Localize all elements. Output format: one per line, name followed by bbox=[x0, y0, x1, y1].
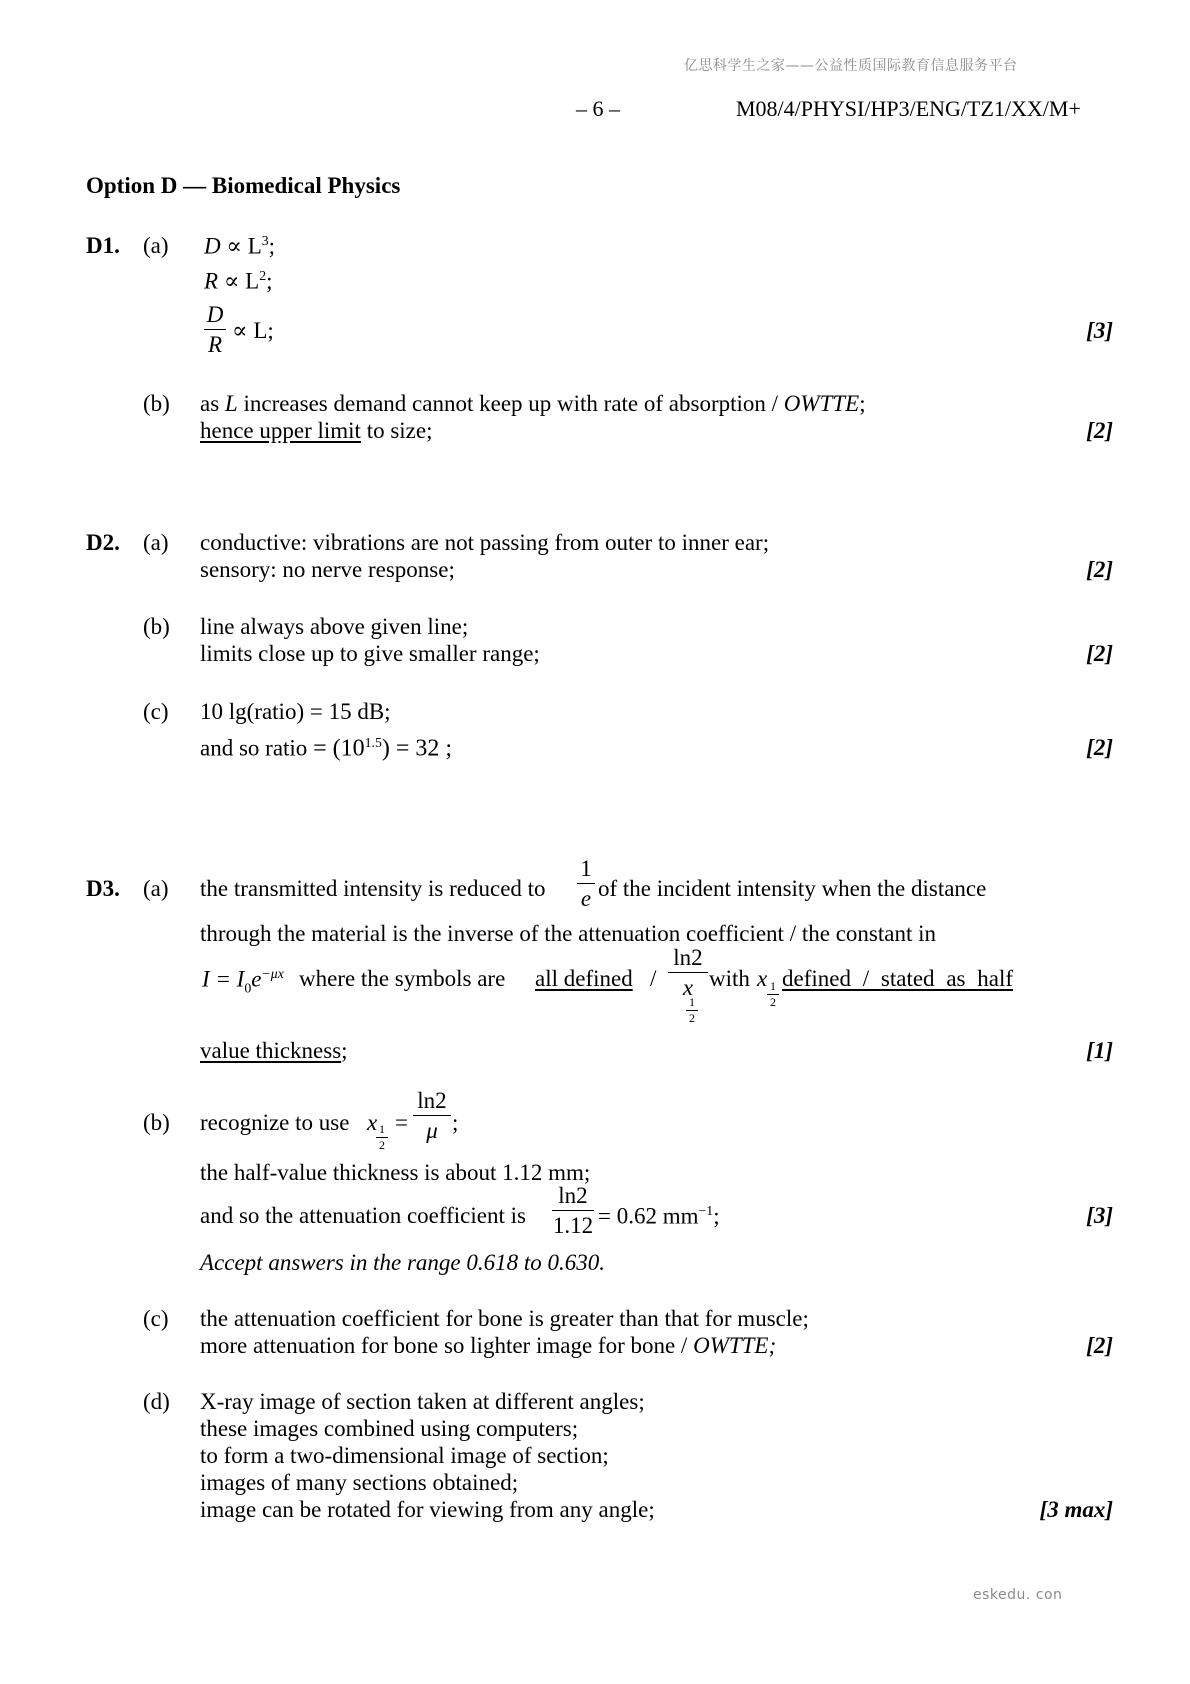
part-label-d3b: (b) bbox=[143, 1110, 170, 1135]
watermark-bottom: eskedu. con bbox=[973, 1587, 1063, 1603]
d3b-line2: the half-value thickness is about 1.12 mm; bbox=[200, 1160, 591, 1185]
d2a-line1: conductive: vibrations are not passing from outer to inner ear; bbox=[200, 530, 770, 555]
d3b-line3-post: = 0.62 $mm^{-1}$; bbox=[598, 1203, 720, 1229]
d3a-line1-post: of the incident intensity when the distance bbox=[598, 876, 987, 901]
d3a-line1-pre: the transmitted intensity is reduced to bbox=[200, 876, 546, 901]
d3a-slash: / bbox=[650, 966, 657, 991]
part-label-d2b: (b) bbox=[143, 614, 170, 639]
d3c-line1: the attenuation coefficient for bone is greater than that for muscle; bbox=[200, 1306, 809, 1331]
d3a-x-symbol: x bbox=[757, 966, 768, 991]
part-label-d2a: (a) bbox=[143, 530, 169, 555]
question-number-d3: D3. bbox=[86, 876, 120, 901]
mark-d3b: [3] bbox=[1086, 1203, 1113, 1228]
d3b-fraction-ln2-over-mu: ln2 μ bbox=[413, 1088, 451, 1144]
d3b-line3-pre: and so the attenuation coefficient is bbox=[200, 1203, 526, 1228]
d2c-line1: 10 lg(ratio) = 15 dB; bbox=[200, 699, 391, 724]
d3d-line-1: X-ray image of section taken at different angles; bbox=[200, 1389, 645, 1414]
d3a-defined-stated-half: defined / stated as half bbox=[782, 966, 1013, 991]
part-label-d3a: (a) bbox=[143, 876, 169, 901]
d3a-line3-mid: where the symbols are bbox=[299, 966, 506, 991]
mark-d3c: [2] bbox=[1086, 1333, 1113, 1358]
d3c-line2: more attenuation for bone so lighter image for bone / OWTTE; bbox=[200, 1333, 777, 1358]
exam-reference-code: M08/4/PHYSI/HP3/ENG/TZ1/XX/M+ bbox=[736, 96, 1081, 121]
part-label-d2c: (c) bbox=[143, 699, 169, 724]
d2a-line2: sensory: no nerve response; bbox=[200, 557, 455, 582]
d3d-line-4: images of many sections obtained; bbox=[200, 1470, 519, 1495]
d3a-all-defined: all defined bbox=[535, 966, 633, 991]
d3b-accept-range-note: Accept answers in the range 0.618 to 0.630. bbox=[200, 1250, 606, 1275]
d3b-semicolon: ; bbox=[452, 1110, 459, 1135]
d3b-line1-pre: recognize to use bbox=[200, 1110, 350, 1135]
d3b-fraction-ln2-over-1-12: ln2 1.12 bbox=[552, 1183, 594, 1239]
part-label-d1a: (a) bbox=[143, 233, 169, 258]
d1a-line2: $R \propto L^2$; bbox=[204, 268, 273, 294]
d2c-line2: and so ratio = $(10^{1.5}) = 32$ ; bbox=[200, 735, 453, 762]
question-number-d2: D2. bbox=[86, 530, 120, 555]
mark-d2b: [2] bbox=[1086, 641, 1113, 666]
mark-d2c: [2] bbox=[1086, 735, 1113, 760]
d2b-line2: limits close up to give smaller range; bbox=[200, 641, 540, 666]
mark-d3d: [3 max] bbox=[1039, 1497, 1113, 1522]
mark-d2a: [2] bbox=[1086, 557, 1113, 582]
d3a-line4: value thickness; bbox=[200, 1038, 348, 1063]
part-label-d1b: (b) bbox=[143, 391, 170, 416]
d3b-equals: = bbox=[395, 1110, 408, 1135]
question-number-d1: D1. bbox=[86, 233, 120, 258]
d3b-half-subscript: 1 2 bbox=[376, 1123, 388, 1152]
d3a-intensity-formula: $I = I_0e^{-\mu x}$ bbox=[202, 966, 284, 996]
d1a-line1: $D \propto L^3$; bbox=[204, 233, 276, 259]
d3a-fraction-one-over-e: 1 e bbox=[577, 856, 595, 912]
d3d-line-3: to form a two-dimensional image of section; bbox=[200, 1443, 609, 1468]
d1b-line2: hence upper limit to size; bbox=[200, 418, 433, 443]
part-label-d3c: (c) bbox=[143, 1306, 169, 1331]
d2b-line1: line always above given line; bbox=[200, 614, 469, 639]
part-label-d3d: (d) bbox=[143, 1389, 170, 1414]
d3a-half-subscript-1: 1 2 bbox=[686, 996, 698, 1025]
d1a-fraction-d-over-r: D R bbox=[204, 302, 226, 358]
mark-d1a: [3] bbox=[1086, 318, 1113, 343]
d3a-fraction-ln2-over-x-half: ln2 x bbox=[668, 945, 708, 1001]
option-title: Option D — Biomedical Physics bbox=[86, 173, 401, 198]
d3d-line-2: these images combined using computers; bbox=[200, 1416, 579, 1441]
d3d-line-5: image can be rotated for viewing from any angle; bbox=[200, 1497, 655, 1522]
mark-d3a: [1] bbox=[1086, 1038, 1113, 1063]
mark-d1b: [2] bbox=[1086, 418, 1113, 443]
d3a-line2: through the material is the inverse of the attenuation coefficient / the constant in bbox=[200, 921, 936, 946]
d3a-half-subscript-2: 1 2 bbox=[767, 980, 779, 1009]
watermark-top: 亿思科学生之家——公益性质国际教育信息服务平台 bbox=[684, 58, 1018, 74]
page-number: – 6 – bbox=[576, 96, 620, 121]
d1b-line1: as L increases demand cannot keep up with rate of absorption / OWTTE; bbox=[200, 391, 866, 416]
d1a-line3: ∝ L; bbox=[232, 318, 274, 343]
d3b-x-symbol: x bbox=[367, 1110, 378, 1135]
d3a-with: with bbox=[709, 966, 750, 991]
